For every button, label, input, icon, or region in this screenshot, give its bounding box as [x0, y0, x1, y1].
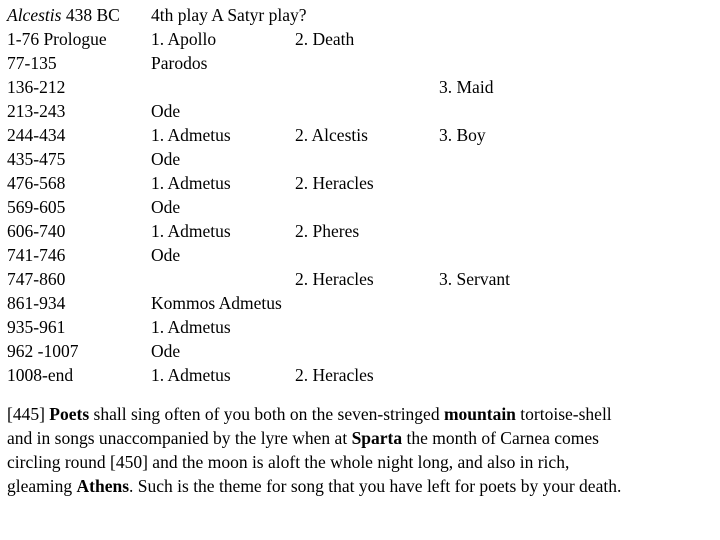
table-row — [0, 171, 720, 195]
keyword-sparta: Sparta — [351, 428, 403, 448]
quote-text: and in songs unaccompanied by the lyre when at — [7, 428, 352, 448]
line-range: 1008-end — [7, 365, 74, 385]
first-actor: Parodos — [151, 53, 208, 73]
play-title: Alcestis — [7, 5, 62, 25]
table-row — [0, 195, 720, 219]
second-actor: 2. Heracles — [295, 365, 374, 385]
quote-text: the month of Carnea comes — [402, 428, 599, 448]
second-actor: 2. Heracles — [295, 173, 374, 193]
table-row — [0, 339, 720, 363]
table-row — [0, 363, 720, 387]
line-range: 606-740 — [7, 221, 66, 241]
first-actor: 1. Admetus — [151, 317, 231, 337]
quote-text: shall sing often of you both on the seven-stringed — [89, 404, 444, 424]
header-row — [0, 3, 720, 27]
first-actor: Kommos Admetus — [151, 293, 282, 313]
keyword-mountain: mountain — [443, 404, 516, 424]
play-heading — [7, 3, 120, 27]
quote-text: . Such is the theme for song that you have left for poets by your death. — [129, 476, 622, 496]
table-row — [0, 51, 720, 75]
first-actor: Ode — [151, 341, 181, 361]
quote-paragraph — [7, 402, 713, 498]
line-range: 962 -1007 — [7, 341, 79, 361]
third-actor: 3. Boy — [439, 125, 486, 145]
second-actor: 2. Alcestis — [295, 125, 368, 145]
table-row — [0, 243, 720, 267]
first-actor: 1. Admetus — [151, 125, 231, 145]
line-range: 741-746 — [7, 245, 66, 265]
third-actor: 3. Maid — [439, 77, 494, 97]
first-actor: 1. Admetus — [151, 221, 231, 241]
line-range: 136-212 — [7, 77, 66, 97]
quote-line: circling round [450] and the moon is aloft the whole night long, and also in rich, — [7, 452, 570, 472]
first-actor: 1. Apollo — [151, 29, 217, 49]
line-range: 747-860 — [7, 269, 66, 289]
table-row — [0, 99, 720, 123]
table-row — [0, 219, 720, 243]
line-range: 935-961 — [7, 317, 66, 337]
table-row — [0, 147, 720, 171]
second-actor: 2. Pheres — [295, 221, 360, 241]
table-row — [0, 267, 720, 291]
first-actor: Ode — [151, 101, 181, 121]
quote-text: [445] — [7, 404, 50, 424]
line-range: 435-475 — [7, 149, 66, 169]
table-row — [0, 75, 720, 99]
line-range: 213-243 — [7, 101, 66, 121]
first-actor: Ode — [151, 197, 181, 217]
second-actor: 2. Death — [295, 29, 355, 49]
line-range: 77-135 — [7, 53, 57, 73]
quote-text: gleaming — [7, 476, 77, 496]
first-actor: Ode — [151, 149, 181, 169]
table-row — [0, 123, 720, 147]
line-range: 861-934 — [7, 293, 66, 313]
quote-line — [7, 426, 713, 450]
quote-line — [7, 474, 713, 498]
first-actor: 1. Admetus — [151, 173, 231, 193]
keyword-athens: Athens — [76, 476, 130, 496]
third-actor: 3. Servant — [439, 269, 510, 289]
first-actor: 1. Admetus — [151, 365, 231, 385]
first-actor: Ode — [151, 245, 181, 265]
quote-line — [7, 402, 713, 426]
line-range: 569-605 — [7, 197, 66, 217]
second-actor: 2. Heracles — [295, 269, 374, 289]
line-range: 476-568 — [7, 173, 66, 193]
quote-text: tortoise-shell — [515, 404, 612, 424]
play-date: 438 BC — [65, 5, 120, 25]
line-range: 244-434 — [7, 125, 66, 145]
line-range: 1-76 Prologue — [7, 29, 107, 49]
table-row — [0, 291, 720, 315]
keyword-poets: Poets — [49, 404, 90, 424]
table-row — [0, 27, 720, 51]
play-note: 4th play A Satyr play? — [151, 5, 307, 25]
table-row — [0, 315, 720, 339]
